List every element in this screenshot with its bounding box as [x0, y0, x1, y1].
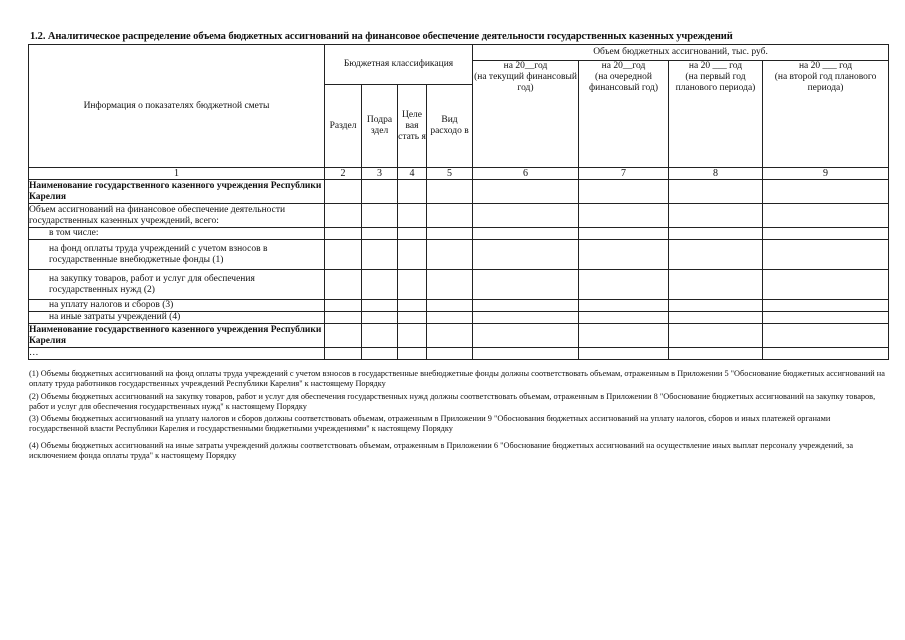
- row-label: на фонд оплаты труда учреждений с учетом взносов в государственные внебюджетные фонды (1): [29, 240, 325, 270]
- column-number: 5: [427, 168, 473, 180]
- value-cell[interactable]: [763, 240, 889, 270]
- value-cell[interactable]: [325, 204, 362, 228]
- value-cell[interactable]: [763, 204, 889, 228]
- table-row: [29, 324, 889, 348]
- value-cell[interactable]: [763, 180, 889, 204]
- value-cell[interactable]: [669, 270, 763, 300]
- value-cell[interactable]: [362, 240, 398, 270]
- value-cell[interactable]: [473, 180, 579, 204]
- value-cell[interactable]: [579, 348, 669, 360]
- subsection-header: Подра здел: [362, 85, 398, 168]
- table-row: [29, 240, 889, 270]
- value-cell[interactable]: [398, 204, 427, 228]
- value-cell[interactable]: [473, 204, 579, 228]
- footnote: (2) Объемы бюджетных ассигнований на закупку товаров, работ и услуг для обеспечения государственных нужд должны соответствовать объемам, отраженным в Приложении 8 "Обоснование бюджетных ассигнований на закупку товаров, работ и услуг для обеспечения государственных нужд" к настоящему Порядку: [29, 391, 876, 411]
- column-number: 6: [473, 168, 579, 180]
- year-desc: (на очередной финансовый год): [588, 72, 659, 93]
- year-label: на 20__год: [601, 61, 646, 71]
- value-cell[interactable]: [427, 270, 473, 300]
- table-row: [29, 180, 889, 204]
- value-cell[interactable]: [362, 270, 398, 300]
- year-header-plan1: [669, 61, 763, 168]
- value-cell[interactable]: [763, 270, 889, 300]
- value-cell[interactable]: [362, 312, 398, 324]
- value-cell[interactable]: [325, 180, 362, 204]
- value-cell[interactable]: [669, 348, 763, 360]
- value-cell[interactable]: [669, 324, 763, 348]
- value-cell[interactable]: [325, 300, 362, 312]
- value-cell[interactable]: [473, 228, 579, 240]
- value-cell[interactable]: [669, 228, 763, 240]
- value-cell[interactable]: [427, 348, 473, 360]
- row-label: …: [29, 348, 325, 360]
- value-cell[interactable]: [398, 240, 427, 270]
- value-cell[interactable]: [427, 300, 473, 312]
- year-desc: (на первый год планового периода): [675, 72, 756, 93]
- column-number: 7: [579, 168, 669, 180]
- table-row: [29, 300, 889, 312]
- value-cell[interactable]: [579, 180, 669, 204]
- value-cell[interactable]: [579, 312, 669, 324]
- value-cell[interactable]: [669, 300, 763, 312]
- footnote: (1) Объемы бюджетных ассигнований на фонд оплаты труда учреждений с учетом взносов в государственные внебюджетные фонды должны соответствовать объемам, отраженным в Приложении 5 "Обоснование бюджетных ассигнований на оплату труда работников государственных учреждений Республики Карелия" к настоящему Порядку: [29, 369, 885, 389]
- table-row: [29, 270, 889, 300]
- value-cell[interactable]: [325, 270, 362, 300]
- value-cell[interactable]: [427, 180, 473, 204]
- row-label: на иные затраты учреждений (4): [29, 312, 325, 324]
- info-column-header: Информация о показателях бюджетной сметы: [29, 45, 325, 168]
- value-cell[interactable]: [398, 348, 427, 360]
- value-cell[interactable]: [579, 240, 669, 270]
- value-cell[interactable]: [362, 324, 398, 348]
- value-cell[interactable]: [325, 348, 362, 360]
- value-cell[interactable]: [398, 324, 427, 348]
- value-cell[interactable]: [398, 300, 427, 312]
- value-cell[interactable]: [362, 300, 398, 312]
- row-label: Наименование государственного казенного учреждения Республики Карелия: [29, 324, 325, 348]
- value-cell[interactable]: [398, 270, 427, 300]
- value-cell[interactable]: [763, 228, 889, 240]
- value-cell[interactable]: [669, 204, 763, 228]
- value-cell[interactable]: [325, 240, 362, 270]
- value-cell[interactable]: [325, 312, 362, 324]
- value-cell[interactable]: [473, 312, 579, 324]
- value-cell[interactable]: [398, 180, 427, 204]
- value-cell[interactable]: [579, 300, 669, 312]
- column-number: 8: [669, 168, 763, 180]
- value-cell[interactable]: [669, 240, 763, 270]
- year-header-next: [579, 61, 669, 168]
- value-cell[interactable]: [763, 312, 889, 324]
- expense-type-header: Вид расходо в: [427, 85, 473, 168]
- value-cell[interactable]: [669, 180, 763, 204]
- target-article-header: Целе вая стать я: [398, 85, 427, 168]
- value-cell[interactable]: [579, 204, 669, 228]
- value-cell[interactable]: [473, 270, 579, 300]
- value-cell[interactable]: [362, 204, 398, 228]
- table-row: [29, 228, 889, 240]
- year-desc: (на текущий финансовый год): [474, 72, 577, 93]
- year-label: на 20 ___ год: [798, 61, 853, 71]
- value-cell[interactable]: [427, 324, 473, 348]
- year-header-plan2: [763, 61, 889, 168]
- row-label: Наименование государственного казенного учреждения Республики Карелия: [29, 180, 325, 204]
- budget-table: [28, 44, 889, 360]
- value-cell[interactable]: [579, 324, 669, 348]
- value-cell[interactable]: [473, 348, 579, 360]
- value-cell[interactable]: [362, 180, 398, 204]
- value-cell[interactable]: [427, 228, 473, 240]
- footnotes: [29, 369, 887, 463]
- year-label: на 20__год: [503, 61, 548, 71]
- year-label: на 20 ___ год: [688, 61, 743, 71]
- classification-header: Бюджетная классификация: [325, 45, 473, 85]
- column-number-row: [29, 168, 889, 180]
- value-cell[interactable]: [427, 240, 473, 270]
- value-cell[interactable]: [473, 324, 579, 348]
- row-label: Объем ассигнований на финансовое обеспечение деятельности государственных казенных учреждений, всего:: [29, 204, 325, 228]
- table-row: [29, 312, 889, 324]
- value-cell[interactable]: [473, 240, 579, 270]
- value-cell[interactable]: [427, 312, 473, 324]
- column-number: 1: [29, 168, 325, 180]
- value-cell[interactable]: [763, 300, 889, 312]
- volume-header: Объем бюджетных ассигнований, тыс. руб.: [473, 45, 889, 61]
- document-title: 1.2. Аналитическое распределение объема бюджетных ассигнований на финансовое обеспечение деятельности государственных казенных учреждений: [30, 31, 733, 42]
- column-number: 9: [763, 168, 889, 180]
- year-header-current: [473, 61, 579, 168]
- value-cell[interactable]: [325, 324, 362, 348]
- value-cell[interactable]: [362, 228, 398, 240]
- table-row: [29, 204, 889, 228]
- footnote: (4) Объемы бюджетных ассигнований на иные затраты учреждений должны соответствовать объемам, отраженным в Приложении 6 "Обоснование бюджетных ассигнований на осуществление иных выплат персоналу учреждений, за исключением фонда оплаты труда" к настоящему Порядку: [29, 440, 854, 461]
- value-cell[interactable]: [579, 228, 669, 240]
- column-number: 3: [362, 168, 398, 180]
- value-cell[interactable]: [398, 312, 427, 324]
- column-number: 2: [325, 168, 362, 180]
- value-cell[interactable]: [579, 270, 669, 300]
- table-row: [29, 348, 889, 360]
- section-header: Раздел: [325, 85, 362, 168]
- row-label: в том числе:: [29, 228, 325, 240]
- value-cell[interactable]: [362, 348, 398, 360]
- row-label: на закупку товаров, работ и услуг для обеспечения государственных нужд (2): [29, 270, 325, 300]
- year-desc: (на второй год планового периода): [774, 72, 877, 93]
- footnote: (3) Объемы бюджетных ассигнований на уплату налогов и сборов должны соответствовать объемам, отраженным в Приложении 9 "Обоснования бюджетных ассигнований на уплату налогов, сборов и иных платежей органами государственной власти Республики Карелия и государственными бюджетными учреждениями" к настоящему Порядку: [29, 414, 831, 434]
- value-cell[interactable]: [427, 204, 473, 228]
- value-cell[interactable]: [763, 348, 889, 360]
- row-label: на уплату налогов и сборов (3): [29, 300, 325, 312]
- value-cell[interactable]: [763, 324, 889, 348]
- value-cell[interactable]: [473, 300, 579, 312]
- value-cell[interactable]: [398, 228, 427, 240]
- column-number: 4: [398, 168, 427, 180]
- value-cell[interactable]: [669, 312, 763, 324]
- value-cell[interactable]: [325, 228, 362, 240]
